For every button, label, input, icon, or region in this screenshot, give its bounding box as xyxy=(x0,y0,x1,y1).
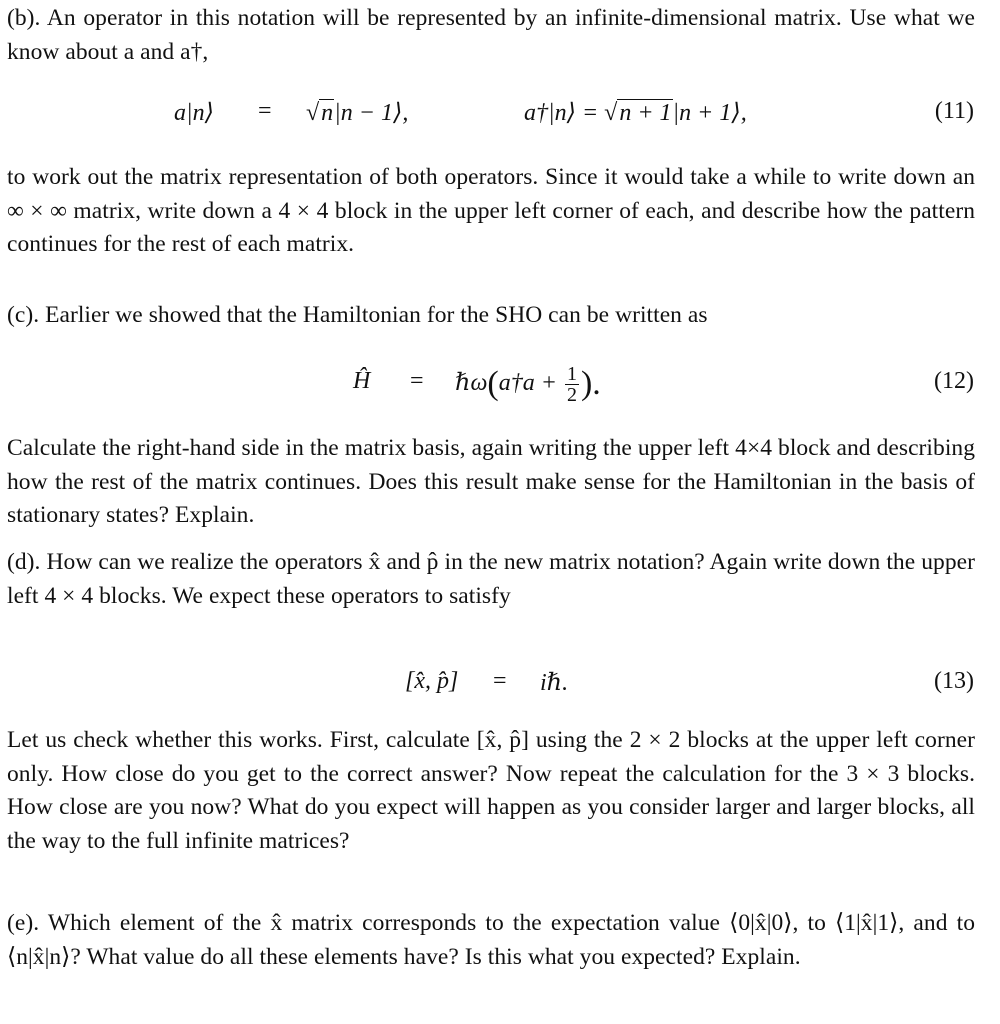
part-b-intro-text: (b). An operator in this notation will be represented by an infinite-dimensional matrix. Use what we know about a and a†, xyxy=(7,5,975,65)
part-c-body xyxy=(7,432,975,533)
eq12-hbar-omega: ℏω xyxy=(455,370,488,397)
equation-12 xyxy=(0,364,1000,414)
sqrt-radicand: n xyxy=(321,100,334,126)
eq11-second xyxy=(524,98,747,127)
part-b-intro xyxy=(7,2,975,69)
eq11-rhs xyxy=(306,98,408,127)
part-c-body-text: Calculate the right-hand side in the matrix basis, again writing the upper left 4×4 block and describing how the rest of the matrix continues. Does this result make sense for the Hamiltonian in the basis of stationary states? Explain. xyxy=(7,435,975,529)
sqrt-sign: √ xyxy=(306,100,320,126)
part-d-intro-text: (d). How can we realize the operators x̂ and p̂ in the new matrix notation? Again write down the upper left 4 × 4 blocks. We expect these operators to satisfy xyxy=(7,549,975,609)
eq11-number: (11) xyxy=(934,98,974,124)
eq12-rhs xyxy=(455,364,601,405)
eq12-frac-num: 1 xyxy=(566,363,577,385)
eq11-equals: = xyxy=(258,98,272,124)
eq12-adagger-a: a†a + xyxy=(498,370,563,397)
eq12-close-paren: ). xyxy=(580,365,601,403)
sqrt-radicand-2: n + 1 xyxy=(619,100,672,126)
eq13-rhs: iℏ. xyxy=(540,670,569,696)
eq12-number: (12) xyxy=(934,368,974,394)
eq13-lhs: [x̂, p̂] xyxy=(405,668,459,694)
eq11-lhs: a|n⟩ xyxy=(174,100,214,126)
sqrt-sign-2: √ xyxy=(604,100,618,126)
part-b-body-text: to work out the matrix representation of both operators. Since it would take a while to write down an ∞ × ∞ matrix, write down a 4 × 4 block in the upper left corner of each, and describe how the pattern continues for the rest of each matrix. xyxy=(7,164,975,258)
part-e-text: (e). Which element of the x̂ matrix corresponds to the expectation value ⟨0|x̂|0⟩, to ⟨1|x̂|1⟩, and to ⟨n|x̂|n⟩? What value do all these elements have? Is this what you expected? Explain. xyxy=(7,910,975,970)
eq12-frac-den: 2 xyxy=(566,384,577,406)
eq11-second-lhs: a†|n⟩ = xyxy=(524,100,605,126)
part-c-intro xyxy=(7,299,975,333)
eq13-equals: = xyxy=(493,668,507,694)
equation-11 xyxy=(0,98,1000,138)
part-e xyxy=(7,907,975,974)
part-c-intro-text: (c). Earlier we showed that the Hamiltonian for the SHO can be written as xyxy=(7,302,708,328)
eq12-equals: = xyxy=(410,368,424,394)
part-d-intro xyxy=(7,546,975,613)
eq12-open-paren: ( xyxy=(487,365,499,403)
part-d-body-text: Let us check whether this works. First, calculate [x̂, p̂] using the 2 × 2 blocks at the upper left corner only. How close do you get to the correct answer? Now repeat the calculation for the 3 × 3 blocks. How close are you now? What do you expect will happen as you consider larger and larger blocks, all the way to the full infinite matrices? xyxy=(7,727,975,854)
part-b-body xyxy=(7,161,975,262)
eq12-fraction xyxy=(565,364,579,405)
part-d-body xyxy=(7,724,975,858)
eq11-rhs-ket: |n − 1⟩, xyxy=(334,100,409,126)
equation-13 xyxy=(0,668,1000,708)
eq13-number: (13) xyxy=(934,668,974,694)
eq11-second-ket: |n + 1⟩, xyxy=(672,100,747,126)
eq12-lhs: Ĥ xyxy=(353,368,371,394)
